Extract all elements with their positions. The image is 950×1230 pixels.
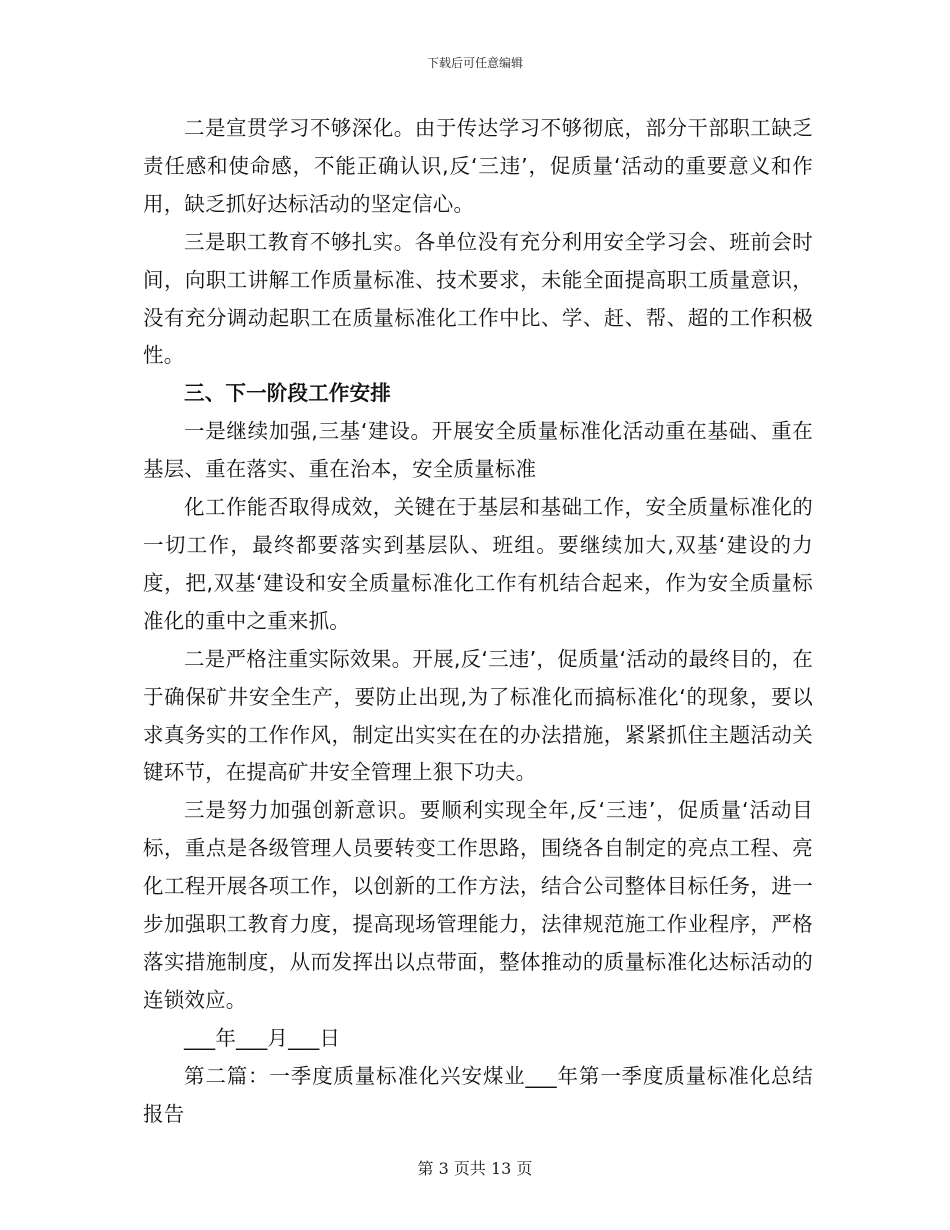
paragraph-worker-education: 三是职工教育不够扎实。各单位没有充分利用安全学习会、班前会时间，向职工讲解工作质量标准、技术要求，未能全面提高职工质量意识，没有充分调动起职工在质量标准化工作中比、学、赶、帮、超的工作积极性。: [143, 229, 813, 368]
paragraph-practical-effect: 二是严格注重实际效果。开展,反‘三违’，促质量‘活动的最终目的，在于确保矿井安全生产，要防止出现,为了标准化而搞标准化‘的现象，要以求真务实的工作作风，制定出实实在在的办法措施，紧紧抓住主题活动关键环节，在提高矿井安全管理上狠下功夫。: [143, 646, 813, 785]
page-number: 第 3 页共 13 页: [417, 1159, 533, 1178]
date-line: ___年___月___日: [184, 1025, 341, 1050]
section-heading-next-steps: 三、下一阶段工作安排: [184, 381, 391, 406]
paragraph-propaganda-study: 二是宣贯学习不够深化。由于传达学习不够彻底，部分干部职工缺乏责任感和使命感，不能正确认识,反‘三违’，促质量‘活动的重要意义和作用，缺乏抓好达标活动的坚定信心。: [143, 116, 813, 216]
paragraph-three-basics: 一是继续加强,三基‘建设。开展安全质量标准化活动重在基础、重在基层、重在落实、重在治本，安全质量标准: [143, 419, 813, 482]
document-body: [143, 110, 813, 1133]
paragraph-innovation: 三是努力加强创新意识。要顺利实现全年,反‘三违’，促质量‘活动目标，重点是各级管理人员要转变工作思路，围绕各自制定的亮点工程、亮化工程开展各项工作，以创新的工作方法，结合公司整体目标任务，进一步加强职工教育力度，提高现场管理能力，法律规范施工作业程序，严格落实措施制度，从而发挥出以点带面，整体推动的质量标准化达标活动的连锁效应。: [143, 798, 813, 1012]
header-note: 下载后可任意编辑: [426, 56, 523, 70]
paragraph-second-article-title: 第二篇：一季度质量标准化兴安煤业___年第一季度质量标准化总结报告: [143, 1063, 813, 1126]
paragraph-grassroots-work: 化工作能否取得成效，关键在于基层和基础工作，安全质量标准化的一切工作，最终都要落实到基层队、班组。要继续加大,双基‘建设的力度，把,双基‘建设和安全质量标准化工作有机结合起来，作为安全质量标准化的重中之重来抓。: [143, 495, 813, 633]
